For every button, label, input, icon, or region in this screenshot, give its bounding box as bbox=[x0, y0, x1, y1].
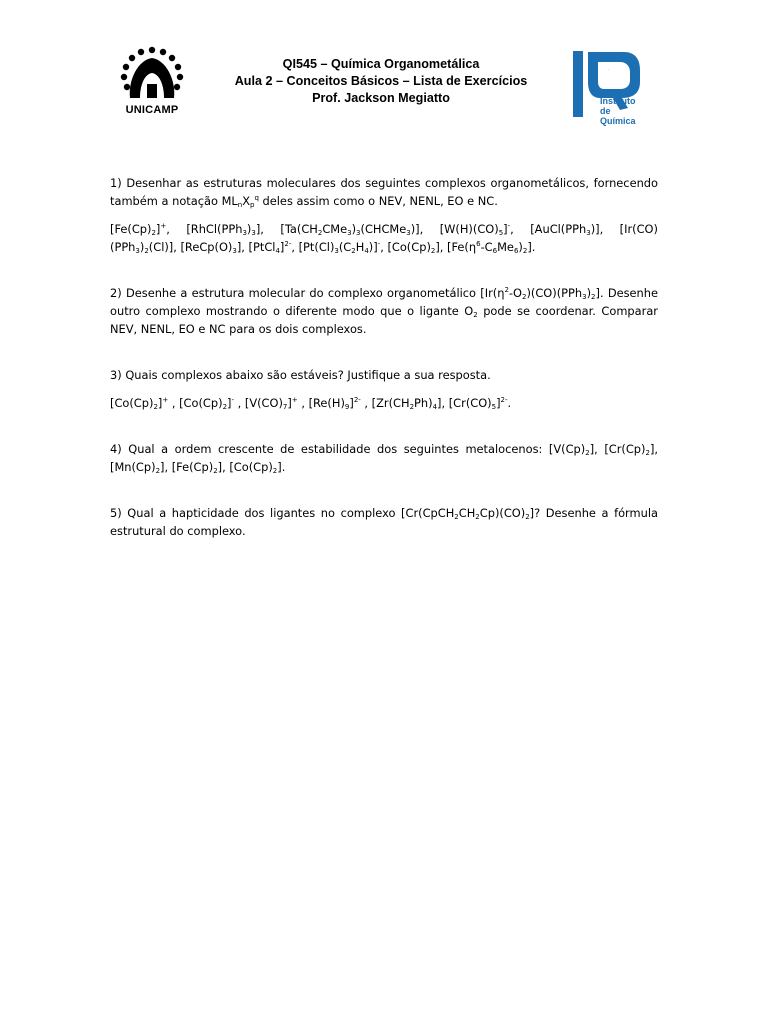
question-3-complexes: $[Co(Cp)_2]^+$ , $[Co(Cp)_2]^-$ , $[V(CO)_7]^+$ , $[Re(H)_9]^{2-}$ , $[Zr(CH_2Ph)_4]$, $[Cr(CO)_5]^{2-}$. bbox=[110, 396, 512, 411]
iq-subtitle bbox=[600, 96, 646, 126]
question-1-complexes: $[Fe(Cp)_2]^+$, $[RhCl(PPh_3)_3]$, $[Ta(CH_2CMe_3)_3(CHCMe_3)]$, $[W(H)(CO)_5]^-$, [AuCl(PPh$_3$)], $[Ir(CO)(PPh_3)_2(Cl)]$, $[ReCp(O)_3]$, [PtCl$_4$]$^{2-}$, $[Pt(Cl)_3(C_2H_4)]^-$, $[Co(Cp)_2]$, $[Fe(\eta^6-C_6Me_6)_2]$. bbox=[110, 222, 658, 255]
unicamp-wordmark: UNICAMP bbox=[125, 104, 179, 116]
unicamp-emblem-icon bbox=[116, 44, 188, 104]
question-body: Qual a ordem crescente de estabilidade dos seguintes metalocenos: $[V(Cp)_2]$, $[Cr(Cp)_2]$, $[Mn(Cp)_2]$, $[Fe(Cp)_2]$, $[Co(Cp)_2]$. bbox=[110, 442, 659, 475]
question-1 bbox=[110, 174, 658, 256]
question-2-text bbox=[110, 284, 658, 338]
document-header bbox=[208, 56, 554, 107]
iq-subtitle-line1: Instituto bbox=[600, 96, 636, 106]
question-body: Desenhe a estrutura molecular do complexo organometálico $[Ir(\eta^2-O_2)(CO)(PPh_3)_2]$. Desenhe outro complexo mostrando o diferente modo que o ligante $O_2$ pode se coordenar. Comparar NEV, NENL, EO e NC para os dois complexos. bbox=[110, 286, 659, 336]
question-number: 3) bbox=[110, 368, 122, 382]
iq-logo bbox=[570, 48, 646, 126]
question-5 bbox=[110, 504, 658, 540]
iq-subtitle-line2: de Química bbox=[600, 106, 636, 126]
question-number: 1) bbox=[110, 176, 122, 190]
question-body: Quais complexos abaixo são estáveis? Justifique a sua resposta. bbox=[125, 368, 491, 382]
professor-name: Prof. Jackson Megiatto bbox=[312, 91, 450, 105]
question-5-text bbox=[110, 504, 658, 540]
question-4 bbox=[110, 440, 658, 476]
svg-text:IQ: IQ bbox=[608, 70, 610, 71]
exercise-list bbox=[110, 174, 658, 568]
question-number: 5) bbox=[110, 506, 122, 520]
course-title: QI545 – Química Organometálica bbox=[282, 57, 480, 71]
question-3-text bbox=[110, 366, 658, 384]
question-number: 4) bbox=[110, 442, 122, 456]
question-body: Desenhar as estruturas moleculares dos seguintes complexos organometálicos, fornecendo também a notação $ML_nX_p^q$ deles assim como o NEV, NENL, EO e NC. bbox=[110, 176, 659, 209]
unicamp-logo bbox=[116, 44, 188, 118]
question-body: Qual a hapticidade dos ligantes no complexo $[Cr(CpCH_2CH_2Cp)(CO)_2]$? Desenhe a fórmula estrutural do complexo. bbox=[110, 506, 659, 538]
question-3 bbox=[110, 366, 658, 412]
question-4-text bbox=[110, 440, 658, 476]
question-number: 2) bbox=[110, 286, 122, 300]
question-2 bbox=[110, 284, 658, 338]
lesson-title: Aula 2 – Conceitos Básicos – Lista de Exercícios bbox=[234, 74, 528, 88]
question-1-text bbox=[110, 174, 658, 210]
